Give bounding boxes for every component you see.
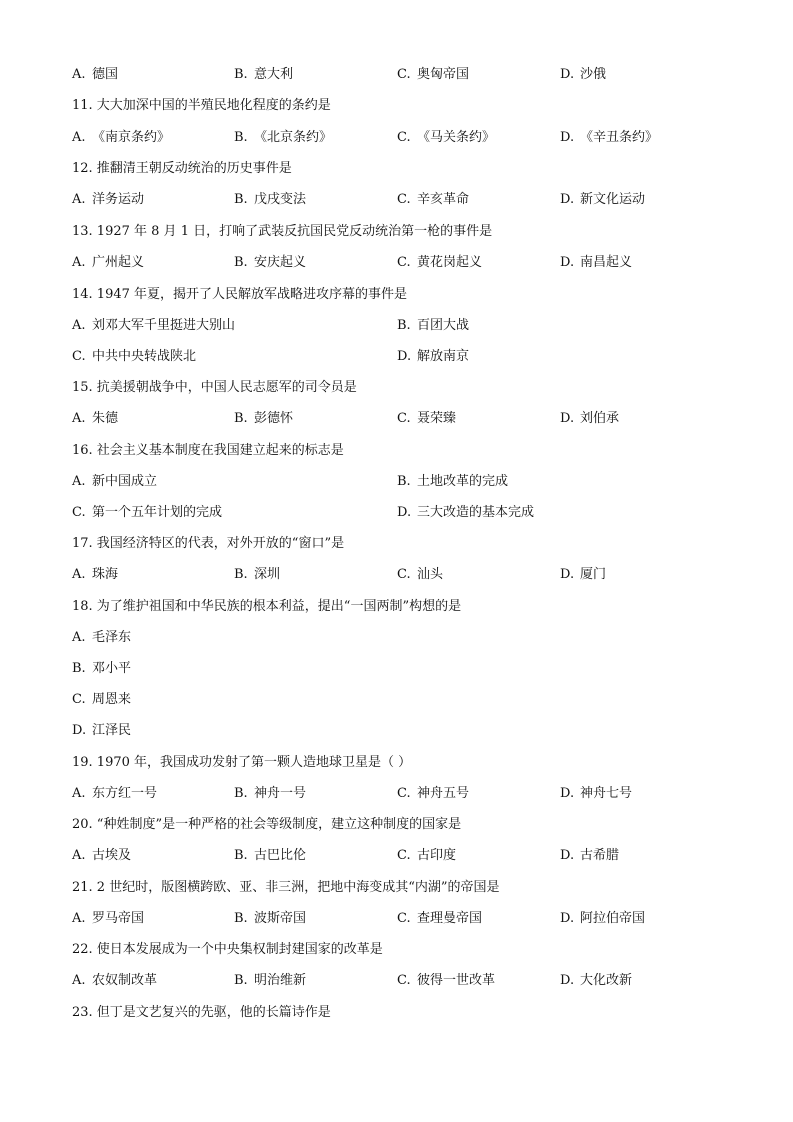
q12-options	[72, 190, 732, 210]
q14-options-row1	[72, 316, 732, 336]
option-b[interactable]: B. 土地改革的完成	[397, 474, 509, 489]
q11-options	[72, 128, 732, 148]
option-a[interactable]: A. 《南京条约》	[72, 130, 171, 145]
option-a[interactable]: A. 古埃及	[72, 848, 132, 863]
option-d[interactable]: D. 刘伯承	[560, 411, 620, 426]
option-a[interactable]: A. 广州起义	[72, 255, 145, 270]
question-stem: 16. 社会主义基本制度在我国建立起来的标志是	[72, 443, 344, 458]
option-b[interactable]: B. 百团大战	[397, 318, 470, 333]
question-stem: 15. 抗美援朝战争中，中国人民志愿军的司令员是	[72, 380, 357, 395]
option-d[interactable]: D. 新文化运动	[560, 192, 646, 207]
option-a[interactable]: A. 珠海	[72, 567, 119, 582]
q19-options	[72, 784, 732, 804]
option-d[interactable]: D. 《辛丑条约》	[560, 130, 659, 145]
option-a[interactable]: A. 朱德	[72, 411, 119, 426]
option-d[interactable]: D. 沙俄	[560, 67, 607, 82]
option-c[interactable]: C. 中共中央转战陕北	[72, 349, 197, 364]
option-a[interactable]: A. 毛泽东	[72, 630, 132, 645]
option-c[interactable]: C. 周恩来	[72, 692, 132, 707]
option-d[interactable]: D. 神舟七号	[560, 786, 633, 801]
question-stem: 22. 使日本发展成为一个中央集权制封建国家的改革是	[72, 942, 383, 957]
option-d[interactable]: D. 古希腊	[560, 848, 620, 863]
option-c[interactable]: C. 神舟五号	[397, 786, 470, 801]
option-a[interactable]: A. 刘邓大军千里挺进大别山	[72, 318, 236, 333]
q17-options	[72, 565, 732, 585]
option-d[interactable]: D. 三大改造的基本完成	[397, 505, 535, 520]
q16-options-row1	[72, 472, 732, 492]
option-c[interactable]: C. 辛亥革命	[397, 192, 470, 207]
option-a[interactable]: A. 德国	[72, 67, 119, 82]
question-stem: 17. 我国经济特区的代表，对外开放的“窗口”是	[72, 536, 345, 551]
option-d[interactable]: D. 大化改新	[560, 973, 633, 988]
question-stem: 19. 1970 年，我国成功发射了第一颗人造地球卫星是（ ）	[72, 755, 412, 770]
question-stem: 11. 大大加深中国的半殖民地化程度的条约是	[72, 98, 331, 113]
q16-options-row2	[72, 503, 732, 523]
option-a[interactable]: A. 罗马帝国	[72, 911, 145, 926]
option-d[interactable]: D. 阿拉伯帝国	[560, 911, 646, 926]
option-b[interactable]: B. 神舟一号	[234, 786, 307, 801]
option-b[interactable]: B. 《北京条约》	[234, 130, 333, 145]
option-a[interactable]: A. 新中国成立	[72, 474, 158, 489]
option-b[interactable]: B. 古巴比伦	[234, 848, 307, 863]
q21-options	[72, 909, 732, 929]
option-c[interactable]: C. 奥匈帝国	[397, 67, 470, 82]
question-stem: 18. 为了维护祖国和中华民族的根本利益，提出“一国两制”构想的是	[72, 599, 462, 614]
question-stem: 21. 2 世纪时，版图横跨欧、亚、非三洲，把地中海变成其“内湖”的帝国是	[72, 880, 500, 895]
q13-options	[72, 253, 732, 273]
option-c[interactable]: C. 聂荣臻	[397, 411, 457, 426]
q22-options	[72, 971, 732, 991]
option-b[interactable]: B. 安庆起义	[234, 255, 307, 270]
option-d[interactable]: D. 南昌起义	[560, 255, 633, 270]
q20-options	[72, 846, 732, 866]
option-c[interactable]: C. 古印度	[397, 848, 457, 863]
question-stem: 20. “种姓制度”是一种严格的社会等级制度，建立这种制度的国家是	[72, 817, 462, 832]
question-stem: 12. 推翻清王朝反动统治的历史事件是	[72, 161, 292, 176]
option-d[interactable]: D. 解放南京	[397, 349, 470, 364]
option-c[interactable]: C. 《马关条约》	[397, 130, 496, 145]
option-a[interactable]: A. 东方红一号	[72, 786, 158, 801]
option-b[interactable]: B. 意大利	[234, 67, 294, 82]
q14-options-row2	[72, 347, 732, 367]
option-c[interactable]: C. 黄花岗起义	[397, 255, 483, 270]
question-stem: 13. 1927 年 8 月 1 日，打响了武装反抗国民党反动统治第一枪的事件是	[72, 224, 493, 239]
question-stem: 14. 1947 年夏，揭开了人民解放军战略进攻序幕的事件是	[72, 287, 408, 302]
option-b[interactable]: B. 戊戌变法	[234, 192, 307, 207]
option-b[interactable]: B. 明治维新	[234, 973, 307, 988]
option-c[interactable]: C. 第一个五年计划的完成	[72, 505, 223, 520]
option-a[interactable]: A. 洋务运动	[72, 192, 145, 207]
option-b[interactable]: B. 波斯帝国	[234, 911, 307, 926]
option-a[interactable]: A. 农奴制改革	[72, 973, 158, 988]
q15-options	[72, 409, 732, 429]
option-c[interactable]: C. 汕头	[397, 567, 444, 582]
option-b[interactable]: B. 邓小平	[72, 661, 132, 676]
option-d[interactable]: D. 江泽民	[72, 723, 132, 738]
option-b[interactable]: B. 深圳	[234, 567, 281, 582]
question-stem: 23. 但丁是文艺复兴的先驱，他的长篇诗作是	[72, 1005, 331, 1020]
q10-options	[72, 65, 732, 85]
option-c[interactable]: C. 查理曼帝国	[397, 911, 483, 926]
option-d[interactable]: D. 厦门	[560, 567, 607, 582]
option-c[interactable]: C. 彼得一世改革	[397, 973, 496, 988]
option-b[interactable]: B. 彭德怀	[234, 411, 294, 426]
